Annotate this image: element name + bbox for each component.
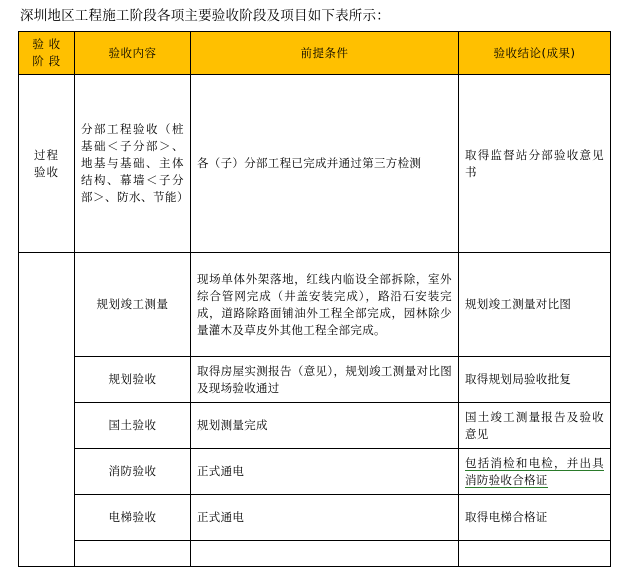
intro-paragraph: 深圳地区工程施工阶段各项主要验收阶段及项目如下表所示： <box>20 8 390 24</box>
table-row <box>19 75 611 253</box>
table-row <box>19 495 611 541</box>
cell-result-text: 包括消检和电检，并出具消防验收合格证 <box>465 455 604 487</box>
table-row <box>19 541 611 567</box>
cell-content: 规划验收 <box>75 357 191 403</box>
cell-premise: 取得房屋实测报告（意见），规划竣工测量对比图及现场验收通过 <box>191 357 459 403</box>
cell-content: 电梯验收 <box>75 495 191 541</box>
table-body <box>19 75 611 567</box>
cell-content: 国土验收 <box>75 403 191 449</box>
table-row <box>19 449 611 495</box>
cell-result: 规划竣工测量对比图 <box>459 253 611 357</box>
cell-content: 消防验收 <box>75 449 191 495</box>
cell-content <box>75 541 191 567</box>
cell-result: 国土竣工测量报告及验收意见 <box>459 403 611 449</box>
header-stage-line2: 阶 段 <box>32 54 61 68</box>
header-stage-line1: 验 收 <box>32 37 61 51</box>
cell-result: 取得规划局验收批复 <box>459 357 611 403</box>
header-cell-content: 验收内容 <box>75 32 191 75</box>
cell-premise: 正式通电 <box>191 449 459 495</box>
cell-premise: 各（子）分部工程已完成并通过第三方检测 <box>191 75 459 253</box>
cell-result: 取得监督站分部验收意见书 <box>459 75 611 253</box>
cell-content: 分部工程验收（桩基础＜子分部＞、地基与基础、主体结构、幕墙＜子分部＞、防水、节能） <box>75 75 191 253</box>
cell-premise: 正式通电 <box>191 495 459 541</box>
cell-result <box>459 541 611 567</box>
header-cell-stage <box>19 32 75 75</box>
header-cell-premise: 前提条件 <box>191 32 459 75</box>
cell-premise: 规划测量完成 <box>191 403 459 449</box>
stage-line2: 验收 <box>34 164 59 179</box>
cell-result: 取得电梯合格证 <box>459 495 611 541</box>
table-row <box>19 357 611 403</box>
cell-result <box>459 449 611 495</box>
cell-premise <box>191 541 459 567</box>
table-row <box>19 253 611 357</box>
cell-premise: 现场单体外架落地，红线内临设全部拆除，室外综合管网完成（井盖安装完成），路沿石安装完成，道路除路面铺油外工程全部完成，园林除少量灌木及草皮外其他工程全部完成。 <box>191 253 459 357</box>
stage-line1: 过程 <box>34 147 59 162</box>
cell-content: 规划竣工测量 <box>75 253 191 357</box>
header-row <box>19 32 611 75</box>
cell-stage <box>19 75 75 253</box>
acceptance-stages-table <box>18 31 611 567</box>
table-header <box>19 32 611 75</box>
table-row <box>19 403 611 449</box>
header-cell-result: 验收结论(成果) <box>459 32 611 75</box>
cell-stage <box>19 253 75 567</box>
